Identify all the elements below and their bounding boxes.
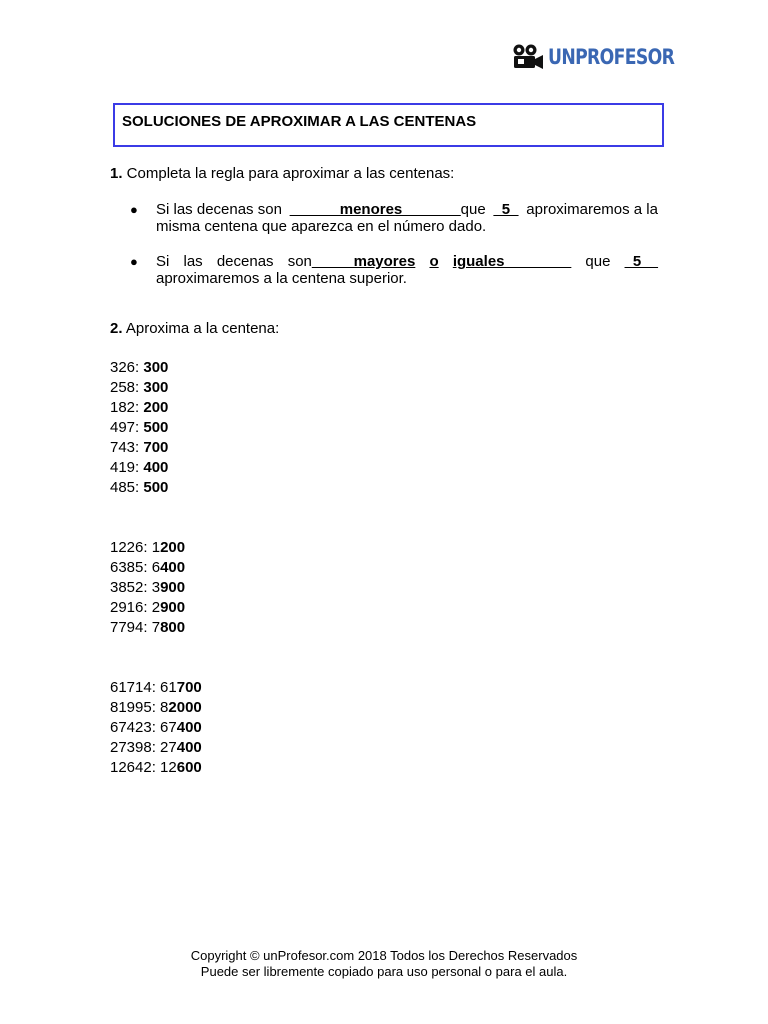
answer-prefix: 61: [160, 679, 177, 696]
answer-prefix: 1: [151, 539, 161, 556]
answer-row: [110, 358, 168, 378]
answers-group-2: [110, 538, 185, 638]
answer-number: 27398:: [110, 739, 161, 756]
answer-prefix: 27: [160, 739, 177, 756]
answer-mayores: _____mayores: [311, 253, 416, 270]
answer-prefix: 2: [151, 599, 161, 616]
footer: [0, 948, 768, 980]
title-box: [113, 103, 664, 147]
answer-result: 400: [176, 739, 202, 756]
rule-text: son: [287, 253, 312, 270]
bullet-dot-2: ●: [130, 254, 138, 269]
answer-number: 67423:: [110, 719, 161, 736]
answer-row: [110, 478, 168, 498]
page-title: SOLUCIONES DE APROXIMAR A LAS CENTENAS: [122, 113, 477, 130]
footer-license: Puede ser libremente copiado para uso personal o para el aula.: [200, 964, 568, 979]
answer-number: 6385:: [110, 559, 152, 576]
logo: [512, 42, 702, 72]
answer-result: 500: [143, 419, 169, 436]
answer-number: 1226:: [110, 539, 152, 556]
rule-text: aproximaremos a la: [526, 201, 658, 218]
answer-prefix: 8: [160, 699, 169, 716]
rule-bullet-1-line-1: [156, 201, 658, 218]
answer-prefix: 67: [160, 719, 177, 736]
answer-result: 900: [160, 599, 186, 616]
answer-five: _5_: [493, 201, 519, 218]
film-camera-icon: [512, 43, 544, 71]
rule-bullet-2-line-1: [156, 253, 658, 270]
question-1: [110, 165, 454, 182]
rule-bullet-1-line-2: misma centena que aparezca en el número dado.: [156, 218, 487, 235]
answer-result: 700: [176, 679, 202, 696]
answer-number: 2916:: [110, 599, 152, 616]
answer-prefix: 7: [151, 619, 161, 636]
answer-number: 3852:: [110, 579, 152, 596]
answer-number: 7794:: [110, 619, 152, 636]
answer-row: [110, 558, 185, 578]
answer-result: 400: [143, 459, 169, 476]
rule-text: que: [585, 253, 611, 270]
answer-iguales: iguales________: [452, 253, 572, 270]
answer-result: 200: [143, 399, 169, 416]
answer-row: [110, 618, 185, 638]
answers-group-3: [110, 678, 202, 778]
answer-row: [110, 718, 202, 738]
bullet-dot-1: ●: [130, 202, 138, 217]
answer-result: 800: [160, 619, 186, 636]
answer-result: 300: [143, 359, 169, 376]
rule-text: Si: [156, 253, 170, 270]
answer-number: 258:: [110, 379, 144, 396]
answer-row: [110, 398, 168, 418]
answer-number: 326:: [110, 359, 144, 376]
answer-row: [110, 598, 185, 618]
answer-result: 500: [143, 479, 169, 496]
rule-text: las: [183, 253, 203, 270]
answer-number: 182:: [110, 399, 144, 416]
question-1-number: 1.: [110, 165, 123, 182]
answer-number: 497:: [110, 419, 144, 436]
answer-result: 400: [160, 559, 186, 576]
answer-number: 12642:: [110, 759, 161, 776]
answer-number: 743:: [110, 439, 144, 456]
question-2-number: 2.: [110, 320, 123, 337]
answer-result: 700: [143, 439, 169, 456]
answers-group-1: [110, 358, 168, 498]
answer-row: [110, 578, 185, 598]
answer-row: [110, 418, 168, 438]
answer-o: o: [429, 253, 439, 270]
answer-number: 81995:: [110, 699, 161, 716]
question-2: [110, 320, 279, 337]
answer-row: [110, 738, 202, 758]
rule-text: que: [460, 201, 486, 218]
answer-number: 419:: [110, 459, 144, 476]
answer-result: 300: [143, 379, 169, 396]
answer-five: _5__: [624, 253, 658, 270]
rule-bullet-2-line-2: aproximaremos a la centena superior.: [156, 270, 407, 287]
rule-bullet-2: [156, 253, 658, 287]
rule-text: decenas: [216, 253, 274, 270]
answer-menores: ______menores_______: [289, 201, 461, 218]
answer-prefix: 12: [160, 759, 177, 776]
answer-number: 485:: [110, 479, 144, 496]
answer-row: [110, 538, 185, 558]
answer-result: 200: [160, 539, 186, 556]
answer-row: [110, 698, 202, 718]
footer-copyright: Copyright © unProfesor.com 2018 Todos los Derechos Reservados: [190, 948, 578, 963]
answer-number: 61714:: [110, 679, 161, 696]
answer-row: [110, 378, 168, 398]
answer-row: [110, 678, 202, 698]
answer-prefix: 6: [151, 559, 161, 576]
answer-prefix: 3: [151, 579, 161, 596]
rule-text: Si las decenas son: [156, 201, 282, 218]
answer-result: 2000: [168, 699, 202, 716]
answer-result: 600: [176, 759, 202, 776]
answer-row: [110, 438, 168, 458]
question-2-text: Aproxima a la centena:: [122, 320, 280, 337]
answer-row: [110, 758, 202, 778]
answer-result: 900: [160, 579, 186, 596]
answer-row: [110, 458, 168, 478]
question-1-text: Completa la regla para aproximar a las centenas:: [122, 165, 455, 182]
logo-text: UNPROFESOR: [548, 45, 675, 69]
answer-result: 400: [176, 719, 202, 736]
rule-bullet-1: [156, 201, 658, 235]
